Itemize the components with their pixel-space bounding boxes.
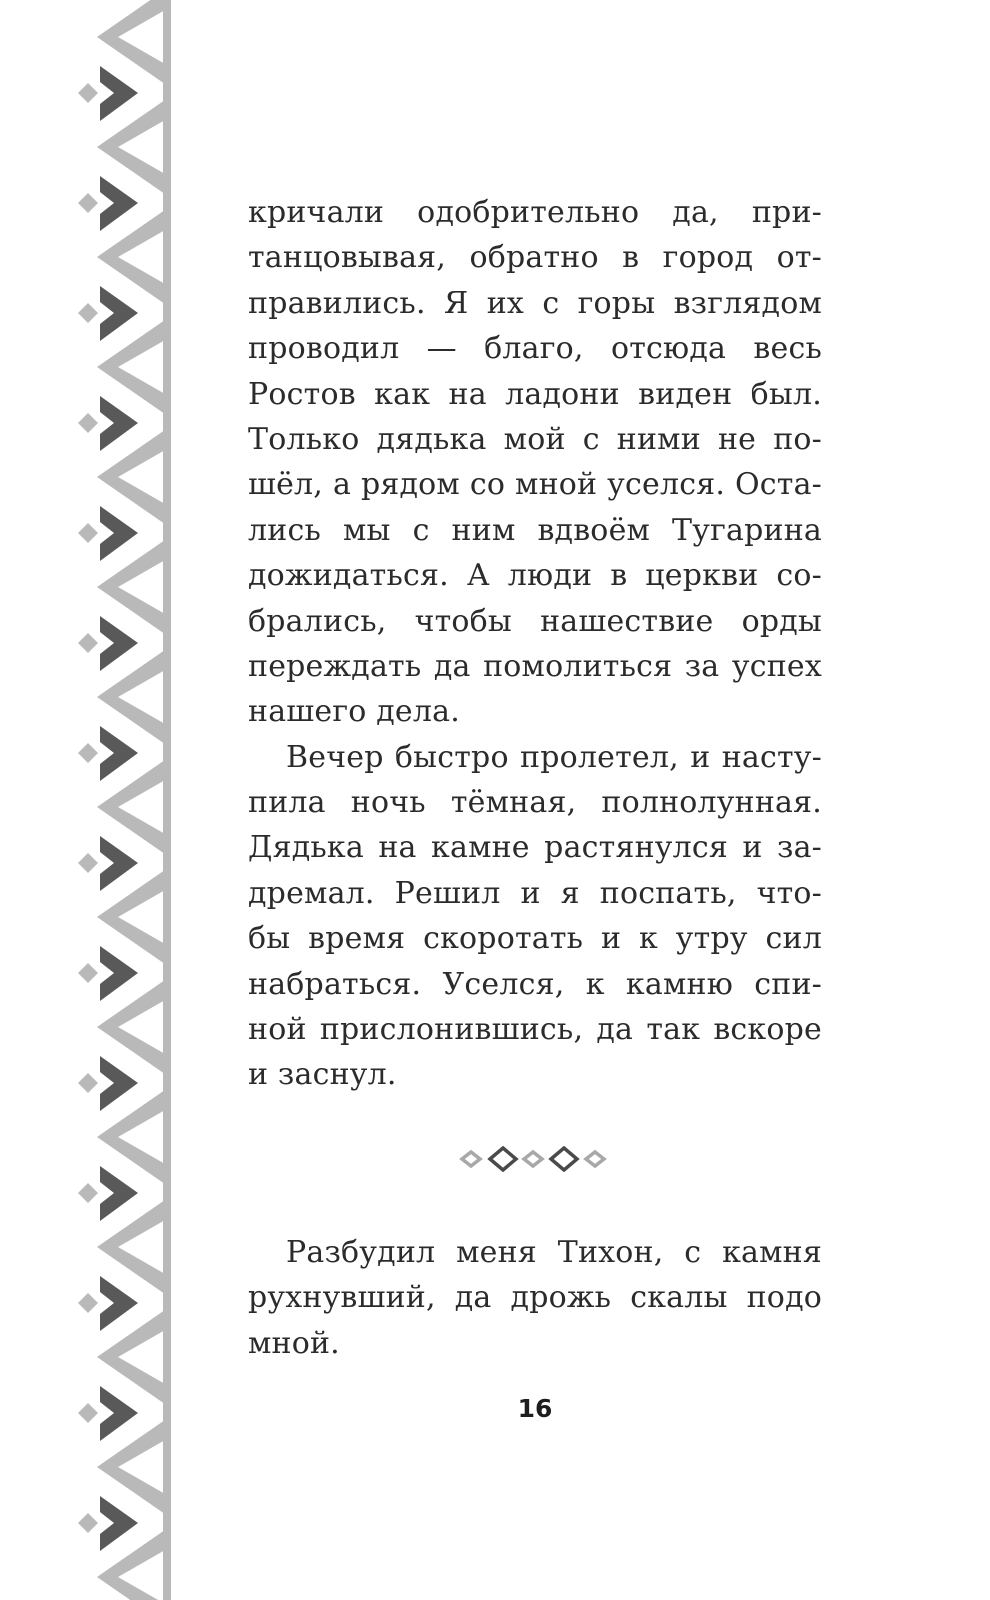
text-line: кричали одобрительно да, при-	[248, 195, 822, 230]
text-line: Ростов как на ладони виден был.	[248, 376, 822, 412]
text-line: танцовывая, обратно в город от-	[248, 240, 822, 276]
text-line: дожидаться. А люди в церкви со-	[248, 558, 822, 594]
diamond-row-separator-icon	[458, 1146, 608, 1172]
text-line: Разбудил меня Тихон, с камня	[286, 1235, 822, 1270]
zigzag-chevron-border-icon	[0, 0, 200, 1600]
paragraph-1	[248, 190, 822, 735]
text-line: лись мы с ним вдвоём Тугарина	[248, 512, 822, 548]
text-line: рухнувший, да дрожь скалы подо	[248, 1280, 822, 1316]
page-number: 16	[517, 1394, 553, 1423]
text-line: набраться. Уселся, к камню спи-	[248, 966, 822, 1002]
text-line: нашего дела.	[248, 694, 460, 730]
text-line: Только дядька мой с ними не по-	[248, 421, 822, 457]
text-line: переждать да помолиться за успех	[248, 648, 822, 684]
text-line: правились. Я их с горы взглядом	[248, 285, 822, 321]
body-text-section-1	[248, 190, 822, 1098]
paragraph-2	[248, 735, 822, 1098]
text-line: Дядька на камне растянулся и за-	[248, 830, 822, 866]
paragraph-3	[248, 1230, 822, 1366]
text-line: проводил — благо, отсюда весь	[248, 331, 822, 367]
text-line: Вечер быстро пролетел, и насту-	[286, 739, 822, 775]
text-line: мной.	[248, 1325, 340, 1361]
text-line: дремал. Решил и я поспать, что-	[248, 875, 822, 911]
text-line: брались, чтобы нашествие орды	[248, 603, 822, 639]
text-line: бы время скоротать и к утру сил	[248, 921, 822, 957]
text-line: пила ночь тёмная, полнолунная.	[248, 785, 822, 821]
text-line: и заснул.	[248, 1057, 397, 1093]
text-line: шёл, а рядом со мной уселся. Оста-	[248, 467, 822, 503]
text-line: ной прислонившись, да так вскоре	[248, 1012, 822, 1048]
body-text-section-2	[248, 1230, 822, 1366]
